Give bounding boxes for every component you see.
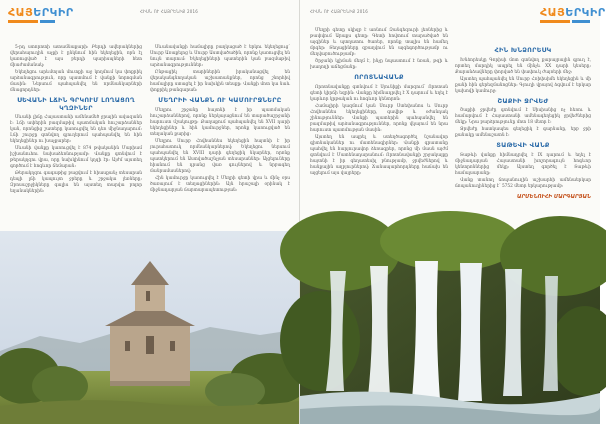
- paragraph: 5-րդ ստորոտի ատամնաքարի։ Բերդի ավերակներից վերահայուղին աչքի է ընկնում հին եկեղեցին, որն էլ կառուցված է այս բերդի պարիսպների հետ միաժամանակ։: [10, 45, 142, 68]
- paragraph: Այստեղ են ապրել և ստեղծագործել նշանավոր գիտնականներ ու մատենագիրներ։ Վանքի գրատանը պահվել են հարյուրավոր ձեռագրեր, որոնց մի մասն այժմ գտնվում է Մատենադարանում։ Որոտնավանքի շրջակայքը հայտնի է իր գեղատեսիլ բնությամբ, ջրվեժներով և հանքային աղբյուրներով։ Ճանապարհորդները հաճախ են այցելում այս վայրերը։: [310, 134, 448, 176]
- paragraph: Այստեղ պահպանվել են Սուրբ Հռիփսիմե եկեղեցին և մի քանի հին գերեզմանոցներ։ Գյուղի վրայով ձգվում է երկար կախովի կամուրջ։: [455, 76, 591, 94]
- paragraph: Եկեղեցու արևմտյան մուտքի աջ կողմում կա փոքրիկ արձանագրություն, որը պատմում է վանքի նորոգման մասին։ Ներսում պահպանվել են որմնանկարների մնացորդներ։: [10, 70, 142, 93]
- paragraph: Մեղրու Սուրբ Հովհաննես եկեղեցին հայտնի է իր յուրահատուկ որմնանկարներով։ Եկեղեցու ներսում պահպանվել են XVIII դարի գեղեցիկ նկարներ, որոնք պատկերում են Աստվածաշնչյան տեսարաններ։ Այցելուները հիանում են դրանց վառ գույներով և նրբագեղ մանրամասներով։: [150, 138, 290, 174]
- paragraph: Համալիրի կազմում կան Սուրբ Ստեփանոս և Սուրբ Հովհաննես եկեղեցիները, գավիթ և օժանդակ շինություններ։ Վանքի պատերին պահպանվել են բազմաթիվ արձանագրություններ, որոնք վկայում են նրա հարուստ պատմության մասին։: [310, 103, 448, 133]
- paragraph: Վանք տանող ճոպանուղին աշխարհի ամենաերկար ճոպանուղիներից է՝ 5752 մետր երկարությամբ։: [455, 177, 591, 189]
- section-logo: [8, 6, 74, 19]
- accent-bar-orange: [540, 20, 570, 23]
- section-logo: [540, 6, 606, 19]
- logo-part2: ԵՐԿԻՐ: [565, 6, 606, 19]
- paragraph: Սևանի լիճը Հայաստանի ամենամեծ ջրային ավազանն է։ Լճի ափերին բազմաթիվ պատմական հուշարձաններ կան, որոնցից շատերը կառուցվել են դեռ միջնադարում։ Լճի շուրջը գտնվող գյուղերում պահպանվել են հին եկեղեցիներ ու խաչքարեր։: [10, 115, 142, 144]
- paragraph: Մեղրի գետը սկիզբ է առնում Զանգեզուրի լեռներից և թափվում Արաքս գետը։ Գետի հովտում տարածված են այգիներ և պտղատու ծառեր, որոնք տալիս են համեղ մրգեր։ Տեղացիները զբաղվում են այգեգործությամբ ու մեղվաբուծությամբ։: [310, 28, 448, 57]
- paragraph: Խնձորեսկը Գորիսի մոտ գտնվող քարայրային գյուղ է, որտեղ մարդիկ ապրել են մինչև XX դարի կեսերը։ Քարանձավները փորված են փափուկ ժայռերի մեջ։: [455, 57, 591, 75]
- logo-part1: ՀԱՅ: [540, 6, 566, 19]
- article-column-4: [455, 44, 591, 230]
- paragraph: Ընթացիկ տարիներին իրականացվել են վերականգնողական աշխատանքներ, որոնց շնորհիվ համալիրը ստացել է իր նախկին տեսքը։ Վանքի մոտ կա նաև փոքրիկ թանգարան։: [150, 70, 290, 93]
- paragraph: Որոտնավանքը գտնվում է Սյունիքի մարզում՝ Որոտան գետի կիրճի եզրին։ Վանքը հիմնադրվել է X դարում և եղել է կարևոր կրթական ու հոգևոր կենտրոն։: [310, 84, 448, 102]
- paragraph: Սևանի վանքը կառուցվել է 874 թվականին Մարիամ իշխանուհու նախաձեռնությամբ։ Վանքը գտնվում է թերակղզու վրա, որը նախկինում կղզի էր։ Այժմ այստեղ գործում է հոգևոր ճեմարան։: [10, 146, 142, 169]
- running-head: ՀԻՍՆ ՈՒ ՀԱՅՐԵՆԻՔ 2016: [310, 9, 368, 14]
- section-heading: ՍԵՎԱՆԻ ԼՃԻՆ ԳՐԿՈՒՄ ԼՈՂԱՑՈՂ ԿՂԶԻՆԵՐ: [17, 96, 135, 112]
- paragraph: Թերակղզու գագաթից բացվում է հիասքանչ տեսարան դեպի լճի կապույտ ջրերը և շրջակա լեռները։ Զբոսաշրջիկները գալիս են այստեղ տարվա բոլոր եղանակներին։: [10, 171, 142, 194]
- article-column-1: [10, 45, 142, 227]
- accent-bar-orange: [8, 20, 38, 23]
- right-page: [300, 0, 606, 424]
- article-column-3: [310, 28, 448, 228]
- left-page: [0, 0, 300, 424]
- church-illustration: [0, 231, 300, 424]
- running-head: ՀԻՍՆ ՈՒ ՀԱՅՐԵՆԻՔ 2016: [140, 9, 198, 14]
- author-signature: ԱՐՄԵՆՈՒՀԻ ՄԱՐԳԱՐՅԱՆ: [516, 193, 591, 200]
- section-heading: ՀԻՆ ԽՆՁՈՐԵՍԿ: [494, 46, 552, 54]
- paragraph: Տաթևի վանքը հիմնադրվել է IX դարում և եղել է միջնադարյան Հայաստանի խոշորագույն հոգևոր կենտրոններից մեկը։ Այստեղ գործել է Տաթևի համալսարանը։: [455, 152, 591, 176]
- section-heading: ՈՐՈՏՆԱՎԱՆՔ: [354, 73, 404, 81]
- accent-bar-blue: [40, 20, 55, 23]
- accent-bar-blue: [572, 20, 590, 23]
- paragraph: Շրջանի կլիման մեղմ է, ինչը նպաստում է նռան, թզի և խաղողի աճեցմանը։: [310, 59, 448, 70]
- section-heading: ՇԱՔԻԻ ՋՐՎԵԺ: [497, 96, 549, 105]
- section-heading: ՄԵՂՐԻԻ ՎԱՆՔՆ ՈՒ ԿԱՄՈՒՐՋՆԵՐԸ: [158, 96, 282, 104]
- paragraph: Հին կամուրջը կառուցվել է Մեղրի գետի վրա և մինչ օրս ծառայում է տեղացիներին։ Այն հրաշալի օրինակ է միջնադարյան ճարտարապետության։: [150, 175, 290, 193]
- article-column-2: [150, 45, 290, 227]
- logo-part1: ՀԱՅ: [8, 6, 34, 19]
- paragraph: Սևանավանքի համալիրը բաղկացած է երկու եկեղեցուց՝ Սուրբ Առաքելոց և Սուրբ Աստվածածին, որոնք կառուցվել են նույն տարում։ Եկեղեցիների պատերին կան բազմաթիվ արձանագրություններ։: [150, 45, 290, 68]
- section-heading: ՏԱԹԵՎԻ ՎԱՆՔ: [496, 141, 550, 149]
- waterfall-photo: [300, 231, 600, 424]
- church-photo: [0, 231, 300, 424]
- waterfall-illustration: [300, 231, 600, 424]
- paragraph: Ջրվեժը հատկապես գեղեցիկ է գարնանը, երբ ջրի քանակը ամենաշատն է։: [455, 127, 591, 138]
- logo-part2: ԵՐԿԻՐ: [33, 6, 74, 19]
- paragraph: Շաքիի ջրվեժը գտնվում է Սիսիանից ոչ հեռու և համարվում է Հայաստանի ամենագեղեցիկ ջրվեժներից մեկը։ Նրա բարձրությունը մոտ 18 մետր է։: [455, 108, 591, 125]
- paragraph: Մեղրու շրջանը հայտնի է իր պատմական հուշարձաններով, որոնք ներկայացնում են տարածաշրջանի հարուստ մշակույթը։ Քաղաքում պահպանվել են XVII դարի եկեղեցիներ և հին կամուրջներ, որոնք կառուցված են տեղական քարից։: [150, 107, 290, 137]
